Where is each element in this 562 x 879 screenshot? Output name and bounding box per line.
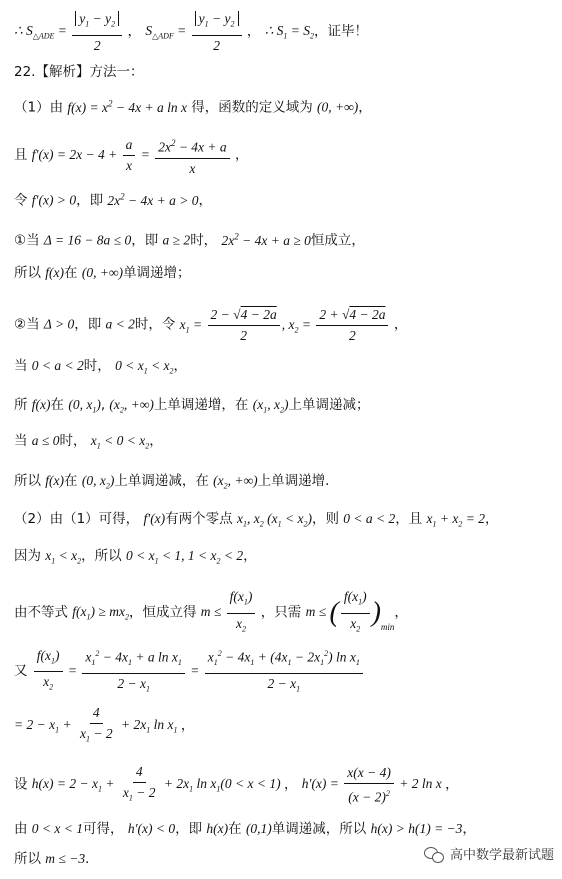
h-function-line: 设 $h(x) = 2 - x_1$ + $\frac{4}{x_1 - 2}$ + $2x_1$ $\ln x_1(0 < x < 1)$ ， h′(x) = $\frac{x(x - 4)}{(x - 2)^2}$ + 2 ln x ， <box>14 764 459 805</box>
case-1-conclusion-line: 所以 f(x)在 (0, +∞)单调递增； <box>14 265 191 281</box>
question-22-heading: 22.【解析】方法一： <box>14 64 144 80</box>
case-1-line: ①当 Δ = 16 − 8a ≤ 0，即 a ≥ 2时， $2x^2 - 4x + a \ge 0$恒成立， <box>14 231 365 249</box>
part-2-line: （2）由（1）可得， f′(x)有两个零点 $x_1$, $x_2$ $(x_1 < x_2)$，则 0 < a < 2，且 $x_1 + x_2 = 2$， <box>14 511 499 529</box>
proof-conclusion-line: ∴ $S_{\triangle ADE}$ = $\frac{y_1 - y_2}{2}$ ， $S_{\triangle ADF}$ = $\frac{y_1 - y_2}{2}$ ， ∴ $S_1 = S_2$，证毕！ <box>14 11 369 53</box>
inequality-line: 由不等式 $f(x_1) \ge mx_2$，恒成立得 m ≤ $\frac{f(x_1)}{x_2}$ ，只需 m ≤ ( $\frac{f(x_1)}{x_2}$ )$_{min}$， <box>14 589 408 634</box>
watermark <box>424 844 554 863</box>
final-conclusion-line: 所以 m ≤ −3． <box>14 851 99 867</box>
sub-case-a-nonpositive-conclusion-line: 所以 f(x)在 (0, $x_2$)上单调递减，在 ($x_2$, +∞)上单调递增． <box>14 473 339 491</box>
simplified-expression-line: = $2 - x_1$ + $\frac{4}{x_1 - 2}$ + $2x_1$ $\ln x_1$ ， <box>14 705 195 744</box>
watermark-text: 高中数学最新试题 <box>449 848 554 863</box>
wechat-icon <box>424 845 444 863</box>
case-2-line: ②当 Δ > 0，即 a < 2时，令 $x_1$ = $\frac{2 - √4 - 2a}{2}$ , $x_2$ = $\frac{2 + √4 - 2a}{2}$ ， <box>14 307 408 343</box>
expression-expansion-line: 又 $\frac{f(x_1)}{x_2}$ = $\frac{x_1^2 - 4x_1 + a \ln x_1}{2 - x_1}$ = $\frac{x_1^2 - 4x_1 + (4x_1 - 2x_1^2) \ln x_1}{2 - x_1}$ <box>14 645 365 699</box>
derivative-line: 且 f′(x) = 2x − 4 + $\frac{a}{x}$ = $\frac{2x^2 - 4x + a}{x}$ ， <box>14 134 249 178</box>
sub-case-a-nonpositive-line: 当 a ≤ 0时， $x_1 < 0 < x_2$， <box>14 433 163 451</box>
root-range-line: 因为 $x_1 < x_2$，所以 $0 < x_1 < 1$, $1 < x_2 < 2$， <box>14 548 257 566</box>
sub-case-a-positive-line: 当 0 < a < 2时， $0 < x_1 < x_2$， <box>14 358 188 376</box>
part-1-domain-line: （1）由 $f(x) = x^2 - 4x + a$ ln x 得，函数的定义域为 (0, +∞)， <box>14 98 372 116</box>
monotonicity-line: 由 0 < x < 1可得， h′(x) < 0，即 h(x)在 (0,1)单调递减，所以 h(x) > h(1) = −3， <box>14 821 476 837</box>
sub-case-a-positive-conclusion-line: 所 f(x)在 (0, $x_1$), ($x_2$, +∞)上单调递增，在 ($x_1$, $x_2$)上单调递减； <box>14 397 370 415</box>
derivative-positive-line: 令 f′(x) > 0，即 $2x^2 - 4x + a > 0$， <box>14 191 212 209</box>
